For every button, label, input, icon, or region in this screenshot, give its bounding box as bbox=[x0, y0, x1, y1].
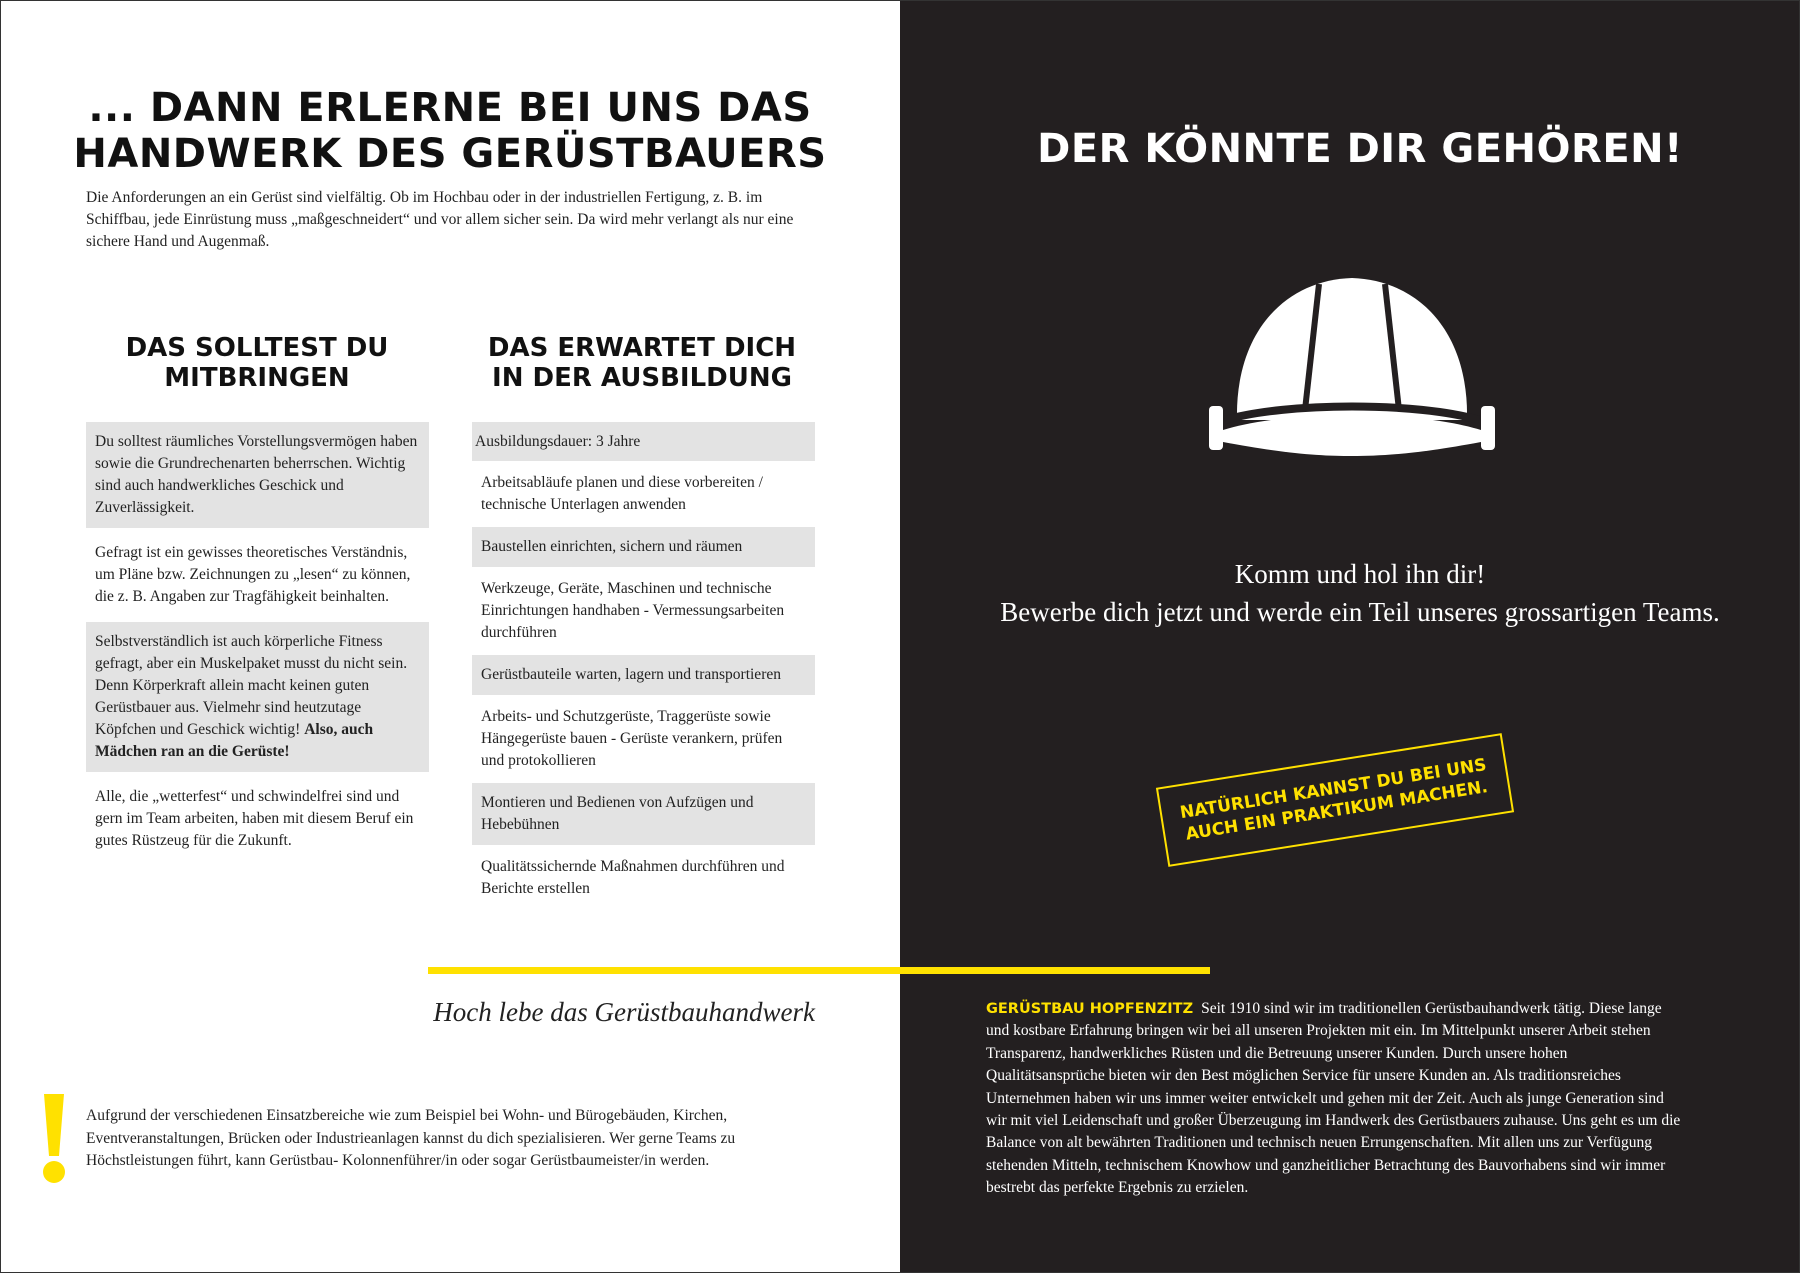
requirement-text: Selbstverständlich ist auch körperliche Fitness gefragt, aber ein Muskelpaket musst du nicht sein. Denn Körperkraft allein macht keinen guten Gerüstbauer aus. Vielmehr sind heutzutage Köpfchen und Geschick wichtig! bbox=[95, 633, 408, 738]
training-item: Qualitätssichernde Maßnahmen durchführen und Berichte erstellen bbox=[481, 858, 785, 897]
training-item: Montieren und Bedienen von Aufzügen und Hebebühnen bbox=[472, 783, 815, 845]
requirement-block: Du solltest räumliches Vorstellungsvermögen haben sowie die Grundrechenarten beherrschen. Wichtig sind auch handwerkliches Geschick und Zuverlässigkeit. bbox=[86, 422, 429, 528]
left-headline: ... DANN ERLERNE BEI UNS DAS HANDWERK DES GERÜSTBAUERS bbox=[73, 85, 827, 177]
intro-paragraph: Die Anforderungen an ein Gerüst sind vielfältig. Ob im Hochbau oder in der industriellen Fertigung, z. B. im Schiffbau, jede Einrüstung muss „maßgeschneidert“ und vor allem sicher sein. Da wird mehr verlangt als nur eine sichere Hand und Augenmaß. bbox=[86, 189, 794, 250]
right-headline: DER KÖNNTE DIR GEHÖREN! bbox=[1037, 126, 1683, 172]
training-item: Arbeitsabläufe planen und diese vorbereiten / technische Unterlagen anwenden bbox=[481, 474, 763, 513]
requirement-block: Gefragt ist ein gewisses theoretisches Verständnis, um Pläne bzw. Zeichnungen zu „lesen“ zu können, die z. B. Angaben zur Tragfähigkeit beinhalten. bbox=[95, 544, 411, 605]
internship-badge: NATÜRLICH KANNST DU BEI UNS AUCH EIN PRAKTIKUM MACHEN. bbox=[1156, 733, 1514, 867]
company-name: GERÜSTBAU HOPFENZITZ bbox=[986, 1001, 1194, 1017]
training-item: Arbeits- und Schutzgerüste, Traggerüste sowie Hängegerüste bauen - Gerüste verankern, prüfen und protokollieren bbox=[481, 708, 783, 769]
training-item: Werkzeuge, Geräte, Maschinen und technische Einrichtungen handhaben - Vermessungsarbeiten durchführen bbox=[481, 580, 785, 641]
company-text: Seit 1910 sind wir im traditionellen Gerüstbauhandwerk tätig. Diese lange und kostbare Erfahrung bringen wir bei all unseren Projekten mit ein. Im Mittelpunkt unserer Arbeit stehen Transparenz, handwerkliches Rüsten und die Betreuung unserer Kunden. Durch unsere hohen Qualitätsansprüche bieten wir den Best möglichen Service für unsere Kunden an. Als traditionsreiches Unternehmen haben wir uns immer weiter entwickelt und gehen mit der Zeit. Auch als junge Generation sind wir mit viel Leidenschaft und großer Überzeugung im Handwerk des Gerüstbauers zuhause. Uns geht es um die Balance von alt bewährten Traditionen und technisch neuen Errungenschaften. Mit allen uns zur Verfügung stehenden Mitteln, technischem Knowhow und ganzheitlicher Betrachtung des Bauvorhabens sind wir immer bestrebt das perfekte Ergebnis zu erzielen. bbox=[986, 1000, 1681, 1197]
training-item: Ausbildungsdauer: 3 Jahre bbox=[472, 422, 815, 461]
requirement-highlight: Also, auch Mädchen ran an die Gerüste! bbox=[95, 721, 374, 760]
cta-line-2: Bewerbe dich jetzt und werde ein Teil unseres grossartigen Teams. bbox=[1000, 597, 1720, 627]
requirements-heading: DAS SOLLTEST DU MITBRINGEN bbox=[125, 333, 389, 393]
training-item: Baustellen einrichten, sichern und räumen bbox=[472, 527, 815, 567]
cta-line-1: Komm und hol ihn dir! bbox=[1234, 559, 1486, 589]
motto: Hoch lebe das Gerüstbauhandwerk bbox=[433, 997, 815, 1027]
requirement-block: Alle, die „wetterfest“ und schwindelfrei sind und gern im Team arbeiten, haben mit diesem Beruf ein gutes Rüstzeug für die Zukunft. bbox=[95, 788, 414, 849]
specialization-paragraph: Aufgrund der verschiedenen Einsatzbereiche wie zum Beispiel bei Wohn- und Bürogebäuden, Kirchen, Eventveranstaltungen, Brücken oder Industrieanlagen kannst du dich spezialisieren. Wer gerne Teams zu Höchstleistungen führt, kann Gerüstbau- Kolonnenführer/in oder sogar Gerüstbaumeister/in werden. bbox=[86, 1107, 736, 1169]
training-heading: DAS ERWARTET DICH IN DER AUSBILDUNG bbox=[487, 333, 797, 393]
training-item: Gerüstbauteile warten, lagern und transportieren bbox=[472, 655, 815, 695]
